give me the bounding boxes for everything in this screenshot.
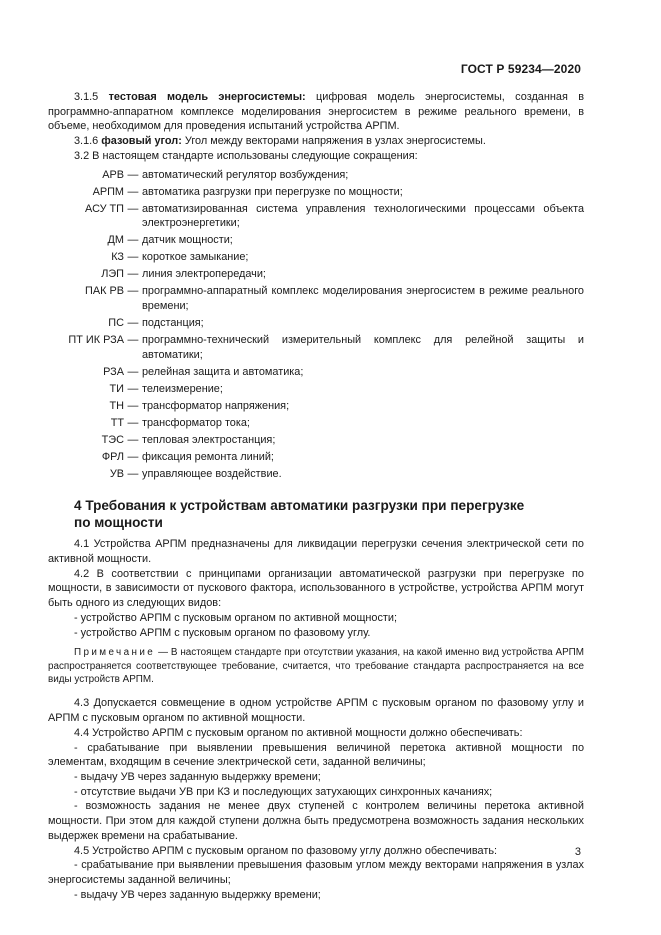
abbreviation-term: ЛЭП bbox=[101, 268, 124, 281]
abbreviation-row bbox=[48, 450, 584, 465]
clause-number: 3.1.5 bbox=[74, 91, 109, 103]
list-item: - выдачу УВ через заданную выдержку времени; bbox=[74, 888, 321, 901]
document-header: ГОСТ Р 59234—2020 bbox=[460, 62, 581, 76]
list-item: - устройство АРПМ с пусковым органом по фазовому углу. bbox=[74, 626, 371, 639]
abbreviation-row bbox=[48, 284, 584, 313]
clause-4-4: 4.4 Устройство АРПМ с пусковым органом по активной мощности должно обеспечивать: bbox=[74, 726, 523, 739]
abbreviation-dash: — bbox=[127, 251, 139, 264]
abbreviation-term: ПАК РВ bbox=[85, 285, 124, 298]
abbreviation-definition: трансформатор напряжения; bbox=[142, 399, 290, 412]
abbreviation-row bbox=[48, 416, 584, 431]
abbreviation-term: ТЭС bbox=[101, 433, 124, 446]
abbreviation-term: УВ bbox=[109, 467, 124, 480]
abbreviation-row bbox=[48, 365, 584, 380]
abbreviation-definition: трансформатор тока; bbox=[142, 416, 250, 429]
clause-4-3: 4.3 Допускается совмещение в одном устройстве АРПМ с пусковым органом по фазовому углу и АРПМ с пусковым органом по активной мощности. bbox=[48, 697, 584, 725]
list-item: - отсутствие выдачи УВ при КЗ и последующих затухающих синхронных качаниях; bbox=[74, 785, 493, 798]
page-content bbox=[48, 90, 584, 902]
section-4-title bbox=[74, 497, 584, 531]
abbreviation-definition: линия электропередачи; bbox=[142, 268, 266, 281]
abbreviation-term: ПТ ИК РЗА bbox=[68, 333, 124, 346]
abbreviation-term: ТТ bbox=[110, 416, 124, 429]
abbreviation-definition: программно-технический измерительный комплекс для релейной защиты и автоматики; bbox=[142, 333, 584, 361]
abbreviation-dash: — bbox=[127, 202, 139, 215]
abbreviation-row bbox=[48, 168, 584, 183]
page-number: 3 bbox=[574, 846, 581, 858]
abbreviation-definition: подстанция; bbox=[142, 316, 204, 329]
abbreviation-definition: релейная защита и автоматика; bbox=[142, 365, 304, 378]
abbreviation-dash: — bbox=[127, 467, 139, 480]
list-item: - срабатывание при выявлении превышения величиной перетока активной мощности по элементам, входящим в сечение электрической сети, заданной величины; bbox=[48, 741, 584, 769]
abbreviation-definition: автоматизированная система управления технологическими процессами объекта электроэнергетики; bbox=[142, 202, 584, 230]
abbreviation-term: КЗ bbox=[111, 251, 124, 264]
abbreviation-row bbox=[48, 333, 584, 362]
abbreviation-row bbox=[48, 382, 584, 397]
term-definition: цифровая модель энергосистемы, созданная в программно-аппаратном комплексе моделирования энергосистем в режиме реального времени, в объеме, необходимом для проведения испытаний устройства АРПМ. bbox=[48, 91, 584, 133]
abbreviation-dash: — bbox=[127, 333, 139, 346]
abbreviation-dash: — bbox=[127, 268, 139, 281]
abbreviation-term: ПС bbox=[108, 316, 124, 329]
clause-4-2: 4.2 В соответствии с принципами организации автоматической разгрузки при перегрузке по мощности, в зависимости от пускового фактора, использованного в устройстве, устройства АРПМ могут быть одного из следующих видов: bbox=[48, 567, 584, 610]
abbreviation-row bbox=[48, 185, 584, 200]
term-definition: Угол между векторами напряжения в узлах энергосистемы. bbox=[181, 135, 486, 148]
list-item: - выдачу УВ через заданную выдержку времени; bbox=[74, 770, 321, 783]
abbreviations-list bbox=[48, 168, 584, 482]
abbreviation-term: ТН bbox=[109, 399, 124, 412]
abbreviation-term: АРПМ bbox=[92, 185, 124, 198]
list-item: - устройство АРПМ с пусковым органом по активной мощности; bbox=[74, 611, 398, 624]
abbreviation-dash: — bbox=[127, 399, 139, 412]
abbreviation-row bbox=[48, 233, 584, 248]
abbreviation-row bbox=[48, 433, 584, 448]
abbreviation-row bbox=[48, 467, 584, 482]
abbreviation-row bbox=[48, 399, 584, 414]
abbreviation-row bbox=[48, 250, 584, 265]
list-item: - срабатывание при выявлении превышения фазовым углом между векторами напряжения в узлах энергосистемы заданной величины; bbox=[48, 859, 584, 886]
abbreviation-term: РЗА bbox=[103, 365, 124, 378]
abbreviation-dash: — bbox=[127, 416, 139, 429]
clause-3-1-5 bbox=[48, 90, 584, 134]
abbreviation-definition: фиксация ремонта линий; bbox=[142, 450, 274, 463]
list-item: - возможность задания не менее двух ступеней с контролем величины перетока активной мощности. При этом для каждой ступени должна быть предусмотрена возможность задания нескольких выдержек времени на срабатывание. bbox=[48, 800, 584, 842]
abbreviation-dash: — bbox=[127, 185, 139, 198]
abbreviation-definition: датчик мощности; bbox=[142, 234, 233, 247]
clause-4-5: 4.5 Устройство АРПМ с пусковым органом по фазовому углу должно обеспечивать: bbox=[74, 844, 498, 857]
abbreviation-dash: — bbox=[127, 168, 139, 181]
clause-number: 3.1.6 bbox=[74, 135, 102, 148]
section-title-line: 4 Требования к устройствам автоматики разгрузки при перегрузке bbox=[74, 498, 525, 514]
abbreviation-definition: автоматика разгрузки при перегрузке по мощности; bbox=[142, 185, 403, 198]
abbreviation-dash: — bbox=[127, 382, 139, 395]
abbreviation-row bbox=[48, 267, 584, 282]
abbreviation-term: ТИ bbox=[109, 382, 124, 395]
abbreviation-term: ФРЛ bbox=[101, 450, 124, 463]
abbreviation-definition: короткое замыкание; bbox=[142, 251, 249, 264]
clause-3-2: 3.2 В настоящем стандарте использованы следующие сокращения: bbox=[74, 149, 418, 162]
abbreviation-dash: — bbox=[127, 285, 139, 298]
note bbox=[48, 646, 584, 686]
abbreviation-row bbox=[48, 316, 584, 331]
abbreviation-term: АСУ ТП bbox=[85, 202, 124, 215]
abbreviation-dash: — bbox=[127, 450, 139, 463]
note-label: Примечание bbox=[74, 647, 156, 659]
abbreviation-definition: автоматический регулятор возбуждения; bbox=[142, 168, 349, 181]
abbreviation-dash: — bbox=[127, 433, 139, 446]
term-title: фазовый угол: bbox=[101, 135, 182, 148]
clause-3-1-6 bbox=[48, 134, 584, 149]
term-title: тестовая модель энергосистемы: bbox=[108, 91, 306, 103]
abbreviation-row bbox=[48, 202, 584, 231]
abbreviation-definition: управляющее воздействие. bbox=[142, 467, 282, 480]
abbreviation-dash: — bbox=[127, 365, 139, 378]
note-text: — В настоящем стандарте при отсутствии указания, на какой именно вид устройства АРПМ распространяется соответствующее требование, считается, что требование стандарта распространяется на все виды устройств АРПМ. bbox=[48, 647, 584, 686]
abbreviation-definition: программно-аппаратный комплекс моделирования энергосистем в режиме реального времени; bbox=[142, 285, 584, 312]
section-title-line: по мощности bbox=[74, 515, 163, 531]
abbreviation-term: АРВ bbox=[102, 168, 124, 181]
clause-4-1: 4.1 Устройства АРПМ предназначены для ликвидации перегрузки сечения электрической сети по активной мощности. bbox=[48, 538, 584, 566]
abbreviation-definition: тепловая электростанция; bbox=[142, 433, 276, 446]
abbreviation-definition: телеизмерение; bbox=[142, 382, 223, 395]
abbreviation-dash: — bbox=[127, 316, 139, 329]
abbreviation-dash: — bbox=[127, 234, 139, 247]
abbreviation-term: ДМ bbox=[107, 234, 124, 247]
